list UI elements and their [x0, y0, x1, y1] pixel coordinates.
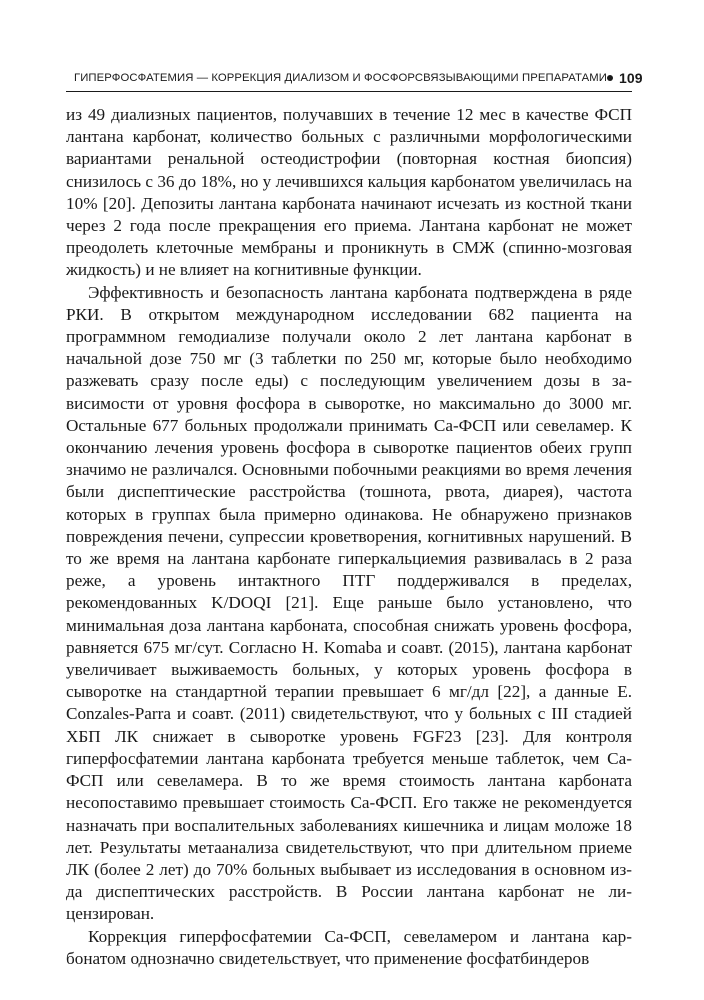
paragraph-2: Эффективность и безопасность лантана карбоната подтверждена в ряде РКИ. В открытом международном исследовании 682 пациента на программном гемодиализе получали около 2 лет лантана карбонат в начальной дозе 750 мг (3 таблетки по 250 мг, которые было необходимо разжевать сразу после еды) с последующим увеличением дозы в зависимости от уровня фосфора в сыворотке, но максимально до 3000 мг. Остальные 677 больных продолжали принимать Са-ФСП или севеламер. К окончанию лечения уровень фосфора в сыворотке пациентов обеих групп значимо не различался. Основными побочными реакциями во время лечения были диспептические расстройства (тошнота, рвота, диарея), частота которых в группах была примерно одинакова. Не обнаружено признаков повреждения печени, супрессии кроветворения, когнитивных нарушений. В то же время на лантана карбонате гиперкальциемия развивалась в 2 раза реже, а уровень интактного ПТГ поддерживался в пределах, рекомендованных K/DOQI [21]. Еще раньше было установлено, что минимальная доза лантана карбоната, способная снижать уровень фосфора, равняется 675 мг/сут. Согласно H. Komaba и соавт. (2015), лантана карбонат увеличивает выживаемость больных, у которых уровень фосфора в сыворотке на стандартной терапии превышает 6 мг/дл [22], а данные E. Conzales-Parra и соавт. (2011) свидетельствуют, что у больных с III стадией ХБП ЛК снижает в сыворотке уровень FGF23 [23]. Для контроля гиперфосфатемии лантана карбоната требуется меньше таблеток, чем Са-ФСП или севеламера. В то же время стоимость лантана карбоната несопоставимо превышает стоимость Са-ФСП. Его также не рекомендуется назначать при воспалительных заболеваниях кишечника и лицам моложе 18 лет. Результаты метаанализа свидетельствуют, что при длительном приеме ЛК (более 2 лет) до 70% больных выбывает из исследования в основном из-да диспептических расстройств. В России лантана карбонат не лицензирован. [66, 282, 632, 924]
header-rule [66, 91, 632, 92]
bullet-dot-icon [607, 75, 613, 81]
page-number-block [607, 70, 643, 86]
page-number: 109 [618, 70, 643, 86]
body-text [66, 104, 632, 970]
running-title: ГИПЕРФОСФАТЕМИЯ — КОРРЕКЦИЯ ДИАЛИЗОМ И ФОСФОРСВЯЗЫВАЮЩИМИ ПРЕПАРАТАМИ [74, 72, 607, 84]
paragraph-3: Коррекция гиперфосфатемии Са-ФСП, севеламером и лантана карбонатом однозначно свидетельствует, что применение фосфатбиндеров [66, 926, 632, 968]
paragraph-1: из 49 диализных пациентов, получавших в течение 12 мес в качестве ФСП лантана карбонат, количество больных с различными морфологическими вариантами ренальной остеодистрофии (повторная костная биопсия) снизилось с 36 до 18%, но у лечившихся кальция карбонатом увеличилась на 10% [20]. Депозиты лантана карбоната начинают исчезать из костной ткани через 2 года после прекращения его приема. Лантана карбонат не может преодолеть клеточные мембраны и проникнуть в СМЖ (спинно-мозговая жидкость) и не влияет на когнитивные функции. [66, 105, 632, 280]
running-header [74, 70, 643, 86]
